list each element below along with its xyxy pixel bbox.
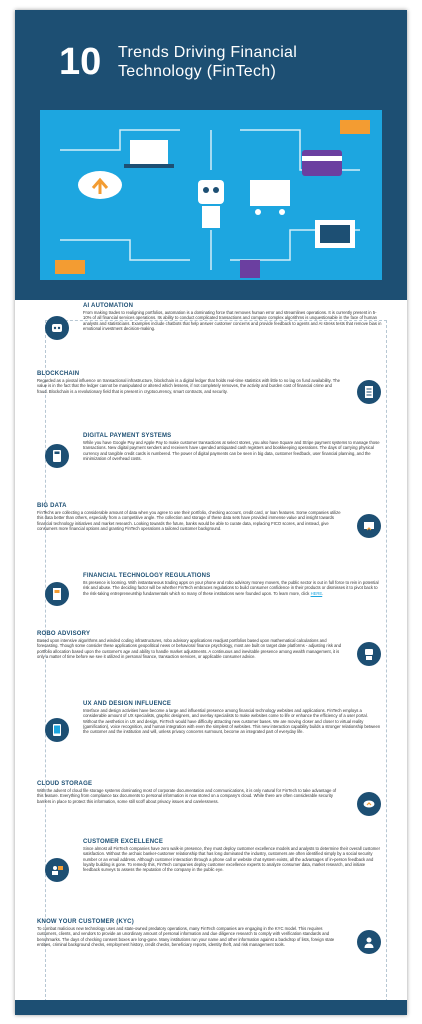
tablet-design-icon [45, 718, 69, 742]
hero-cloud-icon [78, 171, 122, 199]
footer-bar [15, 1000, 407, 1015]
section-title: AI AUTOMATION [83, 303, 134, 309]
section-title: KNOW YOUR CUSTOMER (KYC) [37, 919, 134, 925]
hero-illustration [40, 110, 382, 280]
hero-robot-icon [198, 180, 224, 228]
title-line-2: Technology (FinTech) [118, 63, 277, 80]
customer-chat-icon [45, 858, 69, 882]
content-area [15, 300, 407, 1000]
section-title: DIGITAL PAYMENT SYSTEMS [83, 433, 172, 439]
section-text: With the advent of cloud file storage systems dominating most of corporate documentation and communications, it is only natural for FinTech to take advantage of this feature. Everything from compliance tax documents to personal information is now stored on a company's cloud. While there are often considerable security barriers in place to protect this information, some still scoff about privacy issues and carelessness. [37, 788, 337, 804]
section-text: While you have Google Pay and Apple Pay to make customer transactions at select stores, you also have Square and Stripe payment systems to manage those transactions. New digital payment senders and receivers have upended antiquated cash registers and bookkeeping operations. The days of carrying physical currency and tangible credit cards is numbered. The power of digital payments can be seen in big data, customer feedback, user financial planning, and the minimization of overhead costs. [83, 440, 380, 461]
section-title: UX AND DESIGN INFLUENCE [83, 701, 172, 707]
learn-more-link[interactable]: HERE [310, 590, 323, 596]
section-text: Regarded as a pivotal influence on transactional infrastructure, blockchain is a digital ledger that holds real-time statistics with little to no lag on fund availability. The value is in the fact that the ledger cannot be manipulated or altered which lessens, if not completely removes, the activity and burden cost of financial crime and fraud. Blockchain is a revolutionary field that is present in cryptocurrency, smart contracts, and security. [37, 378, 340, 394]
infographic [15, 10, 407, 1015]
hero-laptop-icon [124, 140, 174, 168]
cloud-sync-icon [357, 514, 381, 538]
section-title: CLOUD STORAGE [37, 781, 93, 787]
header [15, 10, 407, 110]
section-text: Interface and design activities have become a large and influential presence among financial technology websites and applications. FinTech employs a considerable amount of UX specialists, graphic designers, and overlay specialists to make websites come to life or enhance the efficiency of a user portal. Without the aesthetics in UX and design, FinTech would have difficulty attracting new customer bases. We are moving closer and closer to virtual reality (gamification), voice recognition, and human integration with even the simplest of websites. This new interaction capability builds a stronger relationship between the customer and the institution and will, unless privacy concerns surmount, become an integrated part of everyday life. [83, 708, 381, 735]
calculator-icon [45, 444, 69, 468]
section-text: Since almost all FinTech companies have zero walk-in presence, they must deploy customer excellence models and analysts to determine their overall customer satisfaction. Without the archaic banker-customer relationship that has long dominated the industry, customers are often identified simply by a social security number or an email address. Although customer interaction through a phone call or website chat system exists, all the advantages of in-person feedback and loyalty building is gone. To remedy this, FinTech companies deploy customer excellence experts to analyze consumer data, market research, and initiate feedback surveys to assess the reputation of the company in the public eye. [83, 846, 380, 873]
page-title [118, 43, 297, 81]
section-text: To combat malicious new technology uses and state-owned predatory operations, many FinTech companies are engaging in the KYC model. This requires customers, clients, and vendors to provide an unordinary amount of personal information and due diligence research to comply with verification standards and benchmarks. The days of checking consent boxes are long-gone. Many institutions run your name and other information against a backdrop of lists, foreign state entities, criminal background checks, employment history, credit checks, beneficiary reports, identity theft, and risk management tools. [37, 926, 335, 947]
hero-monitor-icon [315, 220, 355, 248]
regulation-document-icon [45, 582, 69, 606]
section-text: Its presence is looming. With instantaneous trading apps on your phone and robo advisory money movers, the public sector is out in full force to rein in potential risk and abuse. The deciding factor will be whether FinTech embraces regulations to build consumer confidence in their products or dismisses it to pivot back to the risk-taking entrepreneurship fundamentals which so many of these institutions were founded upon. To learn more, click HERE. [83, 580, 379, 596]
section-title: ROBO ADVISORY [37, 631, 91, 637]
section-title: BIG DATA [37, 503, 67, 509]
hero-cart-icon [250, 180, 290, 215]
dashed-connector [45, 320, 387, 1002]
customer-profile-icon [357, 930, 381, 954]
section-title: FINANCIAL TECHNOLOGY REGULATIONS [83, 573, 211, 579]
section-title: CUSTOMER EXCELLENCE [83, 839, 164, 845]
section-text: FinTechs are collecting a considerable amount of data when you agree to use their portfolio, checking account, credit card, or loan features. Some companies utilize this data better than others, especially from a competitive angle. The collection and storage of these data sets have provided immense value and insight towards financial technology initiatives and market research. Looking towards the future, banks would be able to curate data, replacing FICO scores, and instead, give consumers more financial options and granting FinTech operations a tailored customer background. [37, 510, 341, 531]
ledger-document-icon [357, 380, 381, 404]
robot-head-icon [45, 316, 69, 340]
section-text: From making trades to realigning portfolios, automation is a dominating force that removes human error and streamlines operations. It is currently present in 5-10% of all financial services operations. Its ability to conduct complicated transactions and compute complex algorithms is unquestionable in the face of human analysts and statisticians. Examples include chatbots that help answer customer concerns and provide feedback to agents and AI stress tests that remove bias in emotional investment decision-making. [83, 310, 382, 331]
section-title: BLOCKCHAIN [37, 371, 80, 377]
hero-card-icon [302, 150, 342, 176]
cloud-storage-icon [357, 792, 381, 816]
robot-advisor-icon [357, 642, 381, 666]
section-text: Based upon intensive algorithms and winded coding infrastructures, robo advisory applications readjust portfolios based upon mathematical calculations and forecasting. Though some consider these applications geopolitical news or behavioral finance psychology, most are built on target date platforms - adjusting risk and portfolio allocation based upon the customer's age and ability to handle market adjustments. A continuous and inevitable presence among wealth management, it is only a matter of time before we see it utilized in personal finance, transaction services, or applicable consumer advice. [37, 638, 342, 659]
title-line-1: Trends Driving Financial [118, 44, 298, 61]
title-number: 10 [59, 41, 102, 83]
